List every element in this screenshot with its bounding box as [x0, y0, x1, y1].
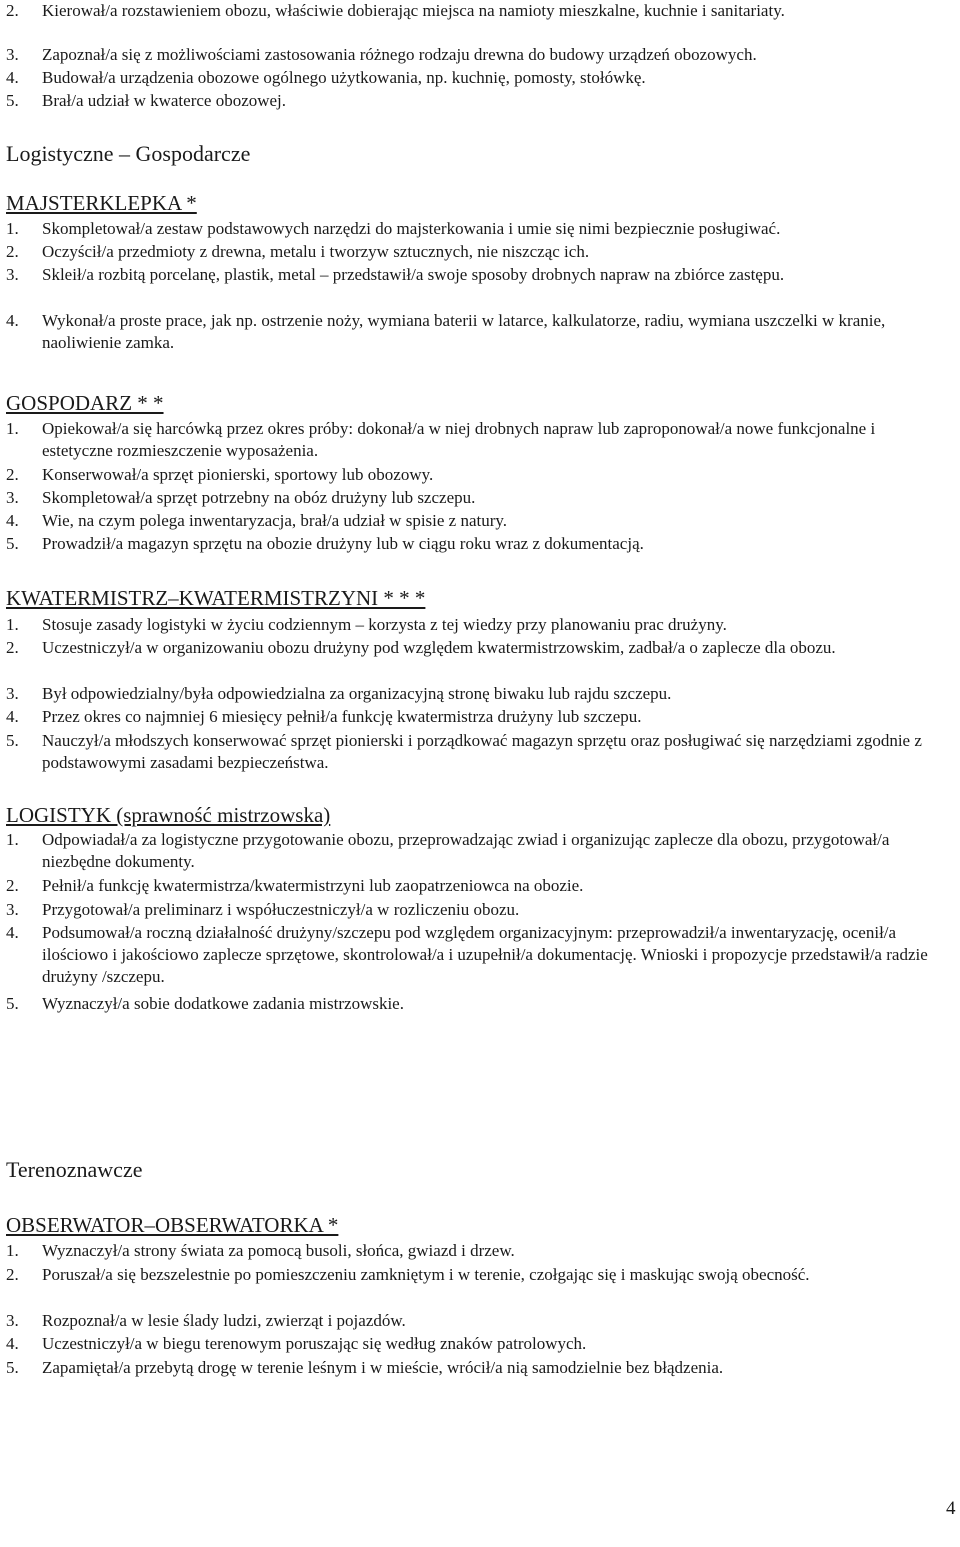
badge-title: KWATERMISTRZ–KWATERMISTRZYNI * * * — [6, 586, 426, 610]
item-number: 4. — [6, 511, 19, 530]
item-text: Był odpowiedzialny/była odpowiedzialna za organizacyjną stronę biwaku lub rajdu szczepu. — [42, 684, 672, 703]
page-number: 4 — [946, 1498, 956, 1519]
category-heading: Logistyczne – Gospodarcze — [6, 141, 251, 166]
item-text: Wykonał/a proste prace, jak np. ostrzenie noży, wymiana baterii w latarce, kalkulatorze, radiu, wymiana uszczelki w kranie, naoliwienie zamka. — [42, 311, 886, 352]
item-text: Poruszał/a się bezszelestnie po pomieszczeniu zamkniętym i w terenie, czołgając się i maskując swoją obecność. — [42, 1265, 810, 1284]
item-text: Brał/a udział w kwaterce obozowej. — [42, 91, 287, 110]
item-text: Konserwował/a sprzęt pionierski, sportowy lub obozowy. — [42, 465, 434, 484]
item-number: 3. — [6, 900, 19, 919]
item-number: 2. — [6, 1, 19, 20]
item-number: 3. — [6, 684, 19, 703]
item-number: 4. — [6, 311, 19, 330]
item-text: Oczyścił/a przedmioty z drewna, metalu i tworzyw sztucznych, nie niszcząc ich. — [42, 242, 590, 261]
item-text: Podsumował/a roczną działalność drużyny/szczepu pod względem organizacyjnym: przeprowadził/a inwentaryzację, ocenił/a ilościowo i jakościowo zaplecze sprzętowe, skontrolował/a i uzupełnił/a dokumentację. Wnioski i propozycje przedstawił/a radzie drużyny /szczepu. — [42, 923, 928, 986]
item-number: 5. — [6, 994, 19, 1013]
badge-title: LOGISTYK (sprawność mistrzowska) — [6, 803, 331, 827]
item-text: Rozpoznał/a w lesie ślady ludzi, zwierząt i pojazdów. — [42, 1311, 406, 1330]
item-text: Wie, na czym polega inwentaryzacja, brał/a udział w spisie z natury. — [42, 511, 508, 530]
category-heading: Terenoznawcze — [6, 1157, 143, 1182]
item-text: Nauczył/a młodszych konserwować sprzęt pionierski i porządkować magazyn sprzętu oraz posługiwać się narzędziami zgodnie z podstawowymi zasadami bezpieczeństwa. — [42, 731, 922, 772]
item-number: 5. — [6, 731, 19, 750]
item-text: Budował/a urządzenia obozowe ogólnego użytkowania, np. kuchnię, pomosty, stołówkę. — [42, 68, 646, 87]
item-number: 4. — [6, 68, 19, 87]
item-number: 3. — [6, 265, 19, 284]
item-number: 4. — [6, 707, 19, 726]
item-text: Zapoznał/a się z możliwościami zastosowania różnego rodzaju drewna do budowy urządzeń obozowych. — [42, 45, 757, 64]
item-text: Przez okres co najmniej 6 miesięcy pełnił/a funkcję kwatermistrza drużyny lub szczepu. — [42, 707, 642, 726]
item-text: Uczestniczył/a w organizowaniu obozu drużyny pod względem kwatermistrzowskim, zadbał/a o zaplecze dla obozu. — [42, 638, 836, 657]
item-number: 4. — [6, 923, 19, 942]
item-number: 2. — [6, 465, 19, 484]
item-text: Odpowiadał/a za logistyczne przygotowanie obozu, przeprowadzając zwiad i organizując zaplecze dla obozu, przygotował/a niezbędne dokumenty. — [42, 830, 890, 871]
item-number: 1. — [6, 1241, 19, 1260]
item-text: Uczestniczył/a w biegu terenowym poruszając się według znaków patrolowych. — [42, 1334, 587, 1353]
item-number: 5. — [6, 534, 19, 553]
item-text: Skleił/a rozbitą porcelanę, plastik, metal – przedstawił/a swoje sposoby drobnych napraw na zbiórce zastępu. — [42, 265, 785, 284]
item-number: 4. — [6, 1334, 19, 1353]
item-number: 1. — [6, 830, 19, 849]
item-number: 5. — [6, 91, 19, 110]
item-number: 3. — [6, 45, 19, 64]
badge-title: OBSERWATOR–OBSERWATORKA * — [6, 1213, 339, 1237]
item-number: 1. — [6, 219, 19, 238]
item-text: Stosuje zasady logistyki w życiu codziennym – korzysta z tej wiedzy przy planowaniu prac drużyny. — [42, 615, 727, 634]
item-text: Zapamiętał/a przebytą drogę w terenie leśnym i w mieście, wrócił/a nią samodzielnie bez błądzenia. — [42, 1358, 724, 1377]
item-number: 2. — [6, 876, 19, 895]
item-number: 5. — [6, 1358, 19, 1377]
item-text: Prowadził/a magazyn sprzętu na obozie drużyny lub w ciągu roku wraz z dokumentacją. — [42, 534, 644, 553]
item-number: 1. — [6, 419, 19, 438]
item-number: 2. — [6, 242, 19, 261]
item-text: Pełnił/a funkcję kwatermistrza/kwatermistrzyni lub zaopatrzeniowca na obozie. — [42, 876, 584, 895]
item-number: 1. — [6, 615, 19, 634]
item-text: Przygotował/a preliminarz i współuczestniczył/a w rozliczeniu obozu. — [42, 900, 520, 919]
item-text: Skompletował/a zestaw podstawowych narzędzi do majsterkowania i umie się nimi bezpiecznie posługiwać. — [42, 219, 781, 238]
item-text: Opiekował/a się harcówką przez okres próby: dokonał/a w niej drobnych napraw lub zaproponował/a nowe funkcjonalne i estetyczne rozmieszczenie wyposażenia. — [42, 419, 876, 460]
item-text: Kierował/a rozstawieniem obozu, właściwie dobierając miejsca na namioty mieszkalne, kuchnie i sanitariaty. — [42, 1, 785, 20]
item-number: 2. — [6, 1265, 19, 1284]
item-number: 3. — [6, 488, 19, 507]
item-number: 2. — [6, 638, 19, 657]
item-text: Wyznaczył/a strony świata za pomocą busoli, słońca, gwiazd i drzew. — [42, 1241, 515, 1260]
badge-title: GOSPODARZ * * — [6, 391, 164, 415]
item-text: Skompletował/a sprzęt potrzebny na obóz drużyny lub szczepu. — [42, 488, 476, 507]
badge-title: MAJSTERKLEPKA * — [6, 191, 197, 215]
item-number: 3. — [6, 1311, 19, 1330]
item-text: Wyznaczył/a sobie dodatkowe zadania mistrzowskie. — [42, 994, 404, 1013]
